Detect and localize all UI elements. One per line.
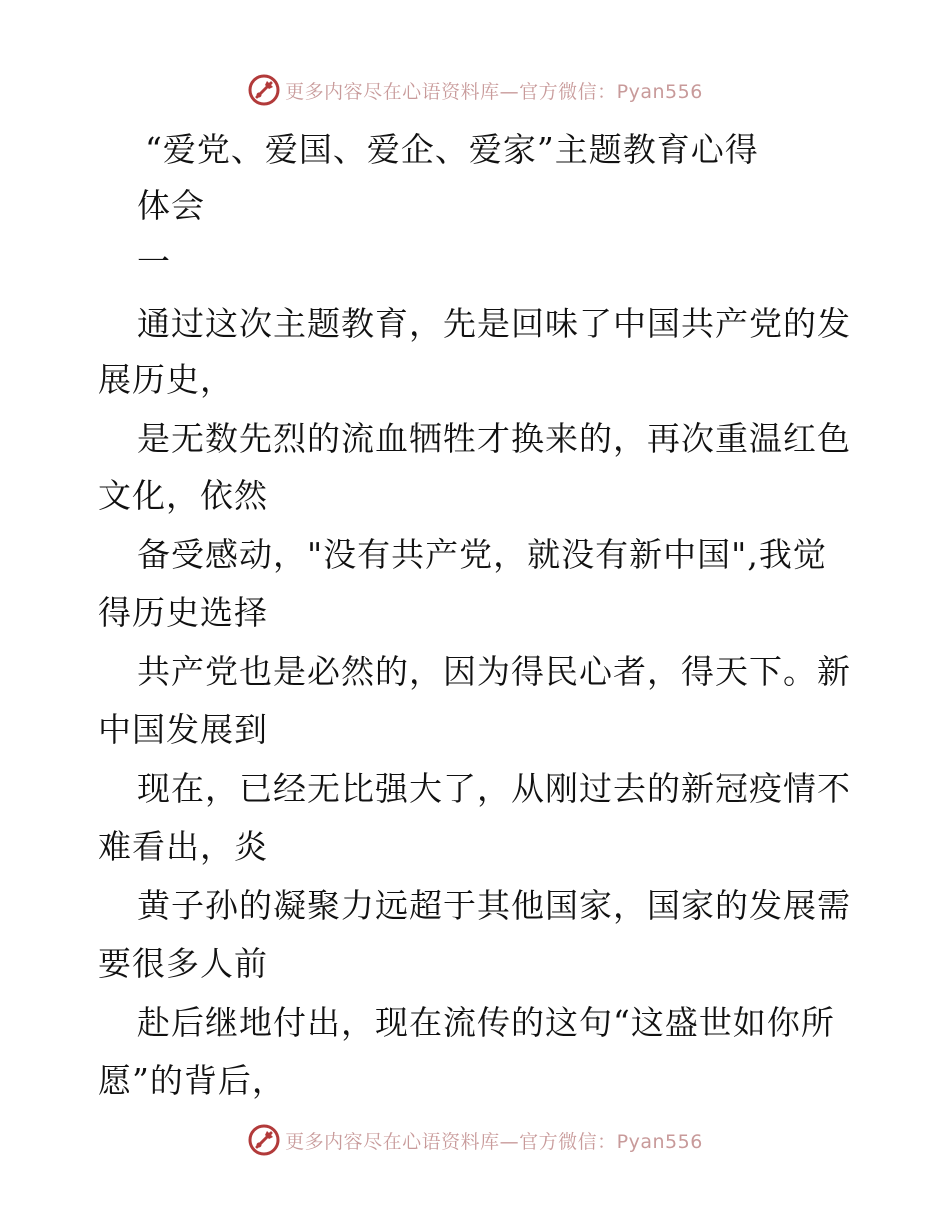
paragraph-line: 中国发展到 [98, 710, 268, 749]
header-watermark [0, 70, 950, 110]
paragraph-line: 得历史选择 [98, 593, 268, 632]
paragraph-line: 赴后继地付出，现在流传的这句“这盛世如你所 [137, 1003, 835, 1042]
watermark-text: 更多内容尽在心语资料库—官方微信：Pyan556 [285, 1130, 703, 1153]
paragraph-line: 难看出，炎 [98, 827, 268, 866]
paragraph-line: 是无数先烈的流血牺牲才换来的，再次重温红色 [137, 419, 851, 458]
paragraph-line: 现在，已经无比强大了，从刚过去的新冠疫情不 [137, 769, 851, 808]
paragraph-line: 要很多人前 [98, 944, 268, 983]
watermark-logo-icon [247, 73, 281, 107]
paragraph-line: 共产党也是必然的，因为得民心者，得天下。新 [137, 652, 851, 691]
paragraph-line: 文化，依然 [98, 476, 268, 515]
document-title-continued: 体会 [137, 186, 205, 225]
watermark-text: 更多内容尽在心语资料库—官方微信：Pyan556 [285, 80, 703, 103]
section-number: 一 [137, 242, 171, 281]
footer-watermark [0, 1120, 950, 1160]
watermark-logo-icon [247, 1123, 281, 1157]
paragraph-line: 通过这次主题教育，先是回味了中国共产党的发 [137, 304, 851, 343]
paragraph-line: 愿”的背后， [98, 1061, 286, 1100]
document-title: “爱党、爱国、爱企、爱家”主题教育心得 [145, 130, 759, 169]
paragraph-line: 展历史， [98, 360, 234, 399]
paragraph-line: 黄子孙的凝聚力远超于其他国家，国家的发展需 [137, 886, 851, 925]
paragraph-line: 备受感动，"没有共产党，就没有新中国",我觉 [137, 535, 827, 574]
